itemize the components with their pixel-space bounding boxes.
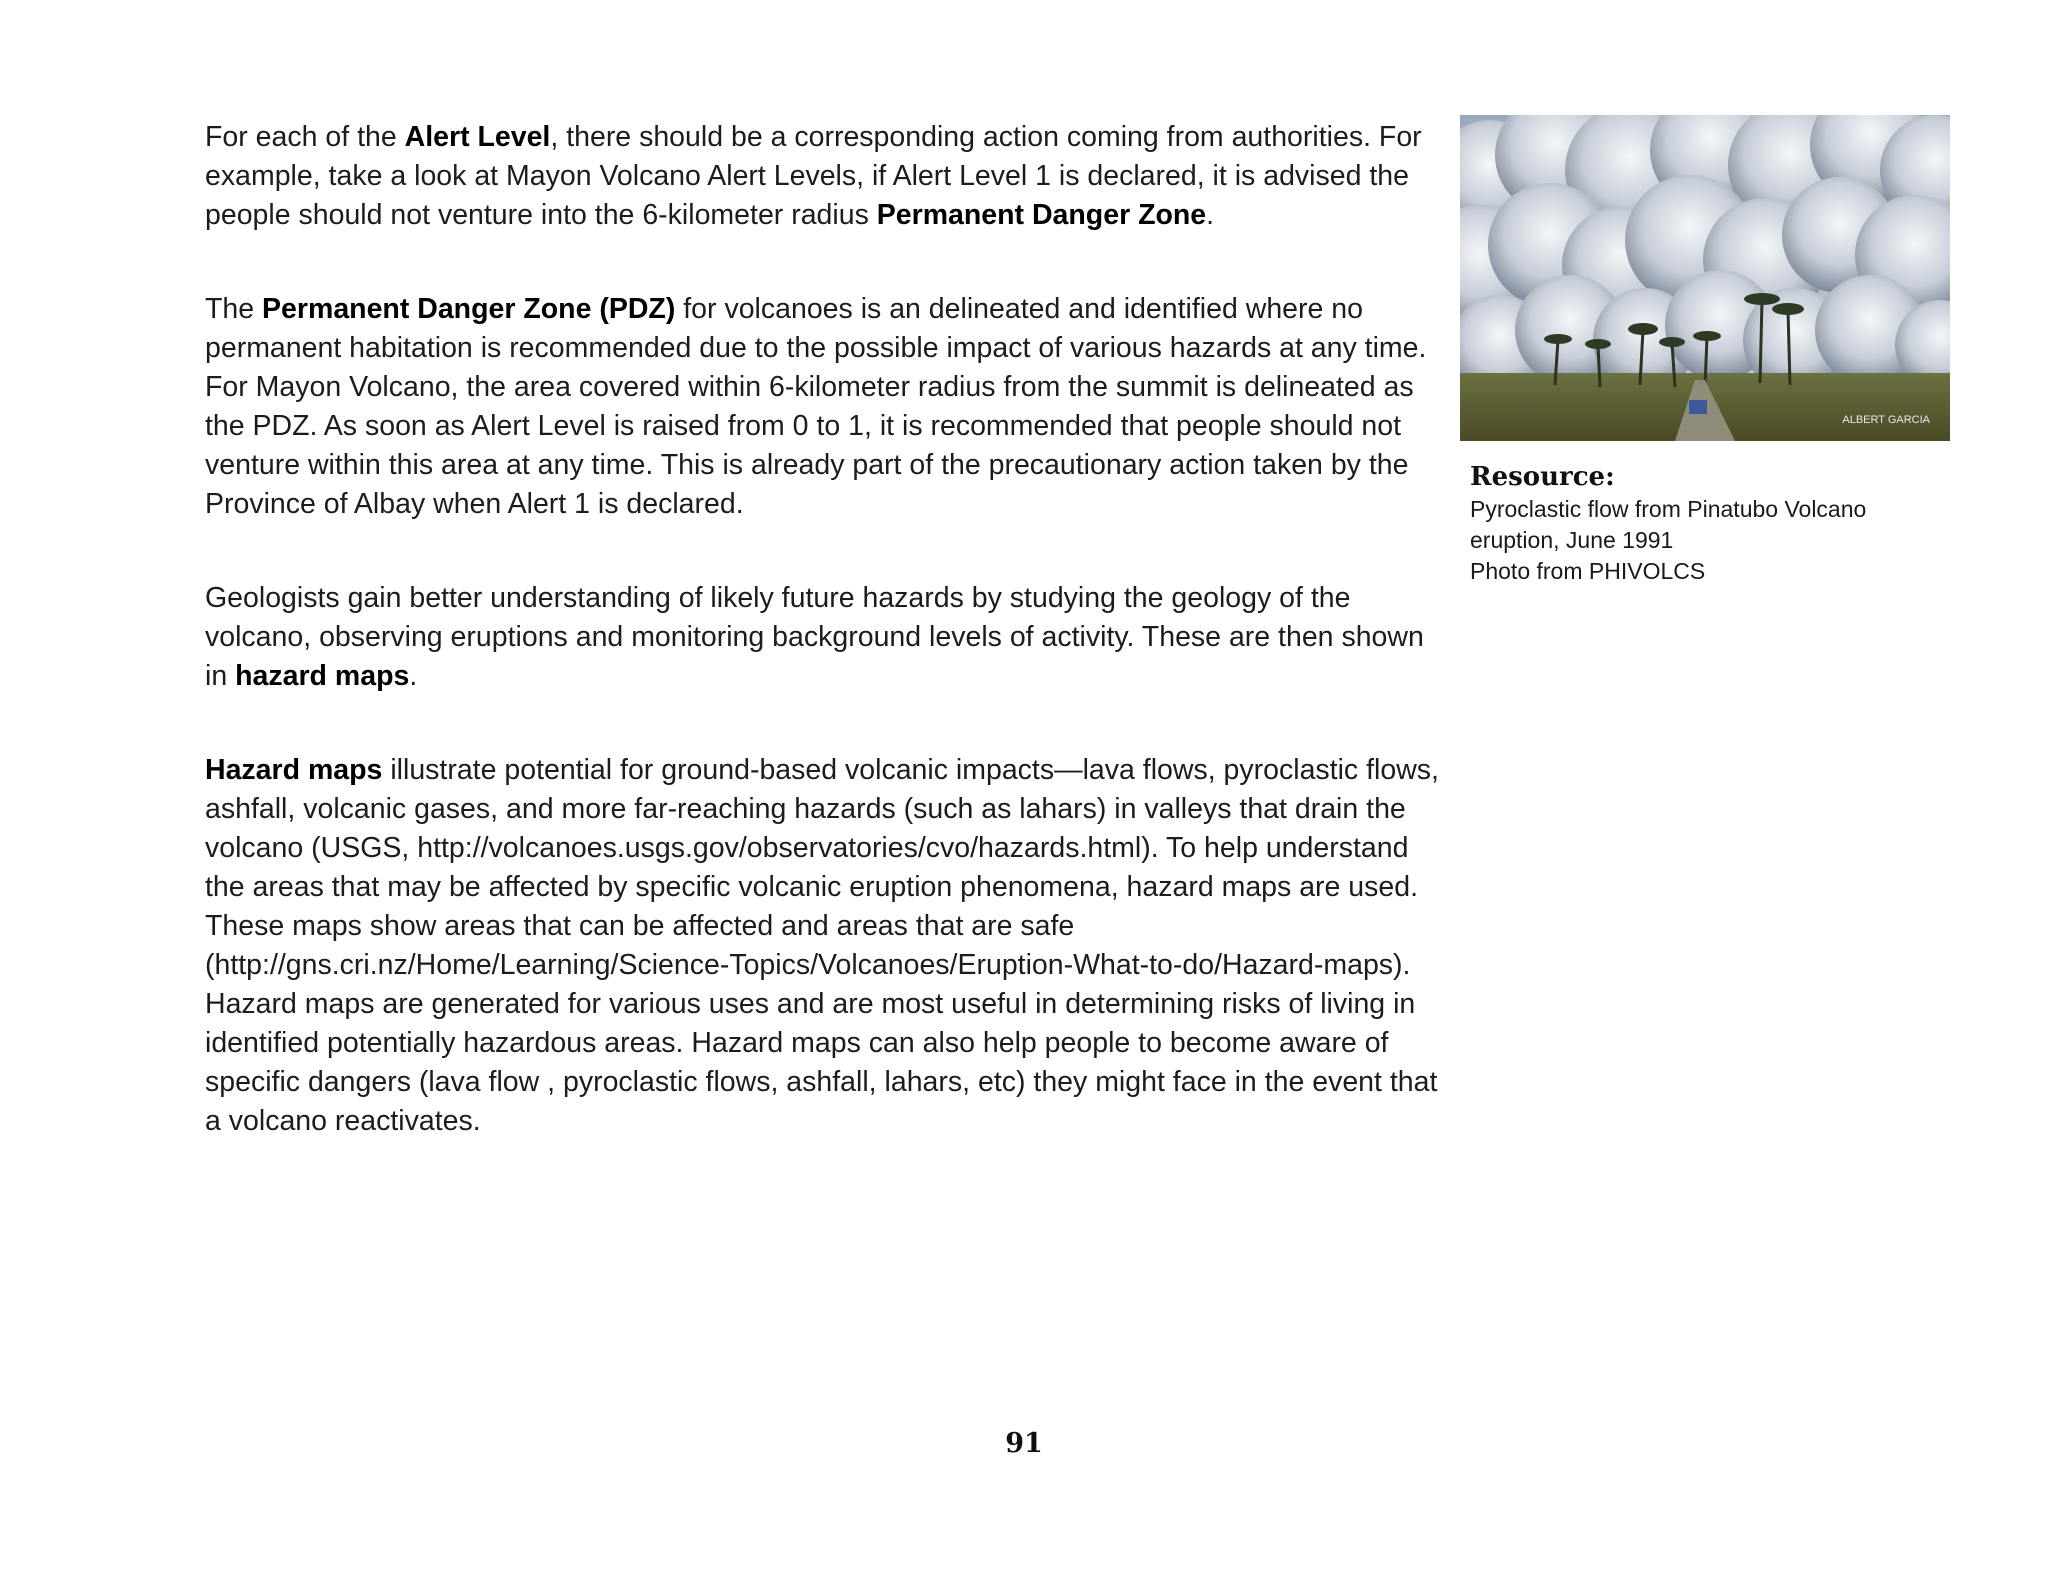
text-run: . bbox=[1206, 199, 1215, 231]
vehicle bbox=[1689, 400, 1707, 414]
text-run: The bbox=[205, 293, 263, 325]
pyroclastic-flow-photo bbox=[1460, 115, 1950, 441]
paragraph-hazard-maps bbox=[205, 751, 1440, 1141]
text-run: Geologists gain better understanding of likely future hazards by studying the geology of the volcano, observing eruptions and monitoring background levels of activity. These are then shown in bbox=[205, 582, 1424, 692]
text-run: . bbox=[409, 660, 418, 692]
text-run: illustrate potential for ground-based volcanic impacts—lava flows, pyroclastic flows, ashfall, volcanic gases, and more far-reaching hazards (such as lahars) in valleys that drain the volcano (USGS, http://volcanoes.usgs.gov/observatories/cvo/hazards.html). To help understand the areas that may be affected by specific volcanic eruption phenomena, hazard maps are used. These maps show areas that can be affected and areas that are safe (http://gns.cri.nz/Home/Learning/Science-Topics/Volcanoes/Eruption-What-to-do/Hazard-maps). Hazard maps are generated for various uses and are most useful in determining risks of living in identified potentially hazardous areas. Hazard maps can also help people to become aware of specific dangers (lava flow , pyroclastic flows, ashfall, lahars, etc) they might face in the event that a volcano reactivates. bbox=[205, 754, 1439, 1137]
bold-term: Hazard maps bbox=[205, 754, 383, 786]
paragraph-pdz bbox=[205, 290, 1440, 524]
paragraph-geologists bbox=[205, 579, 1440, 696]
caption-line: Pyroclastic flow from Pinatubo Volcano bbox=[1470, 496, 1867, 522]
photo-caption bbox=[1470, 460, 1940, 587]
page-number: 91 bbox=[1005, 1428, 1043, 1459]
text-run: For each of the bbox=[205, 121, 405, 153]
paragraph-alert-level bbox=[205, 118, 1440, 235]
caption-line: Photo from PHIVOLCS bbox=[1470, 558, 1706, 584]
text-run: , there should be a corresponding action coming from authorities. For example, take a look at Mayon Volcano Alert Levels, if Alert Level 1 is declared, it is advised the people should not venture into the 6-kilometer radius bbox=[205, 121, 1422, 231]
bold-term: hazard maps bbox=[235, 660, 410, 692]
body-text bbox=[205, 118, 1440, 1196]
photo-illustration bbox=[1460, 115, 1950, 441]
bold-term: Permanent Danger Zone (PDZ) bbox=[262, 293, 676, 325]
text-run: for volcanoes is an delineated and identified where no permanent habitation is recommended due to the possible impact of various hazards at any time. For Mayon Volcano, the area covered within 6-kilometer radius from the summit is delineated as the PDZ. As soon as Alert Level is raised from 0 to 1, it is recommended that people should not venture within this area at any time. This is already part of the precautionary action taken by the Province of Albay when Alert 1 is declared. bbox=[205, 293, 1427, 520]
bold-term: Alert Level bbox=[404, 121, 551, 153]
caption-title: Resource: bbox=[1470, 462, 1615, 492]
bold-term: Permanent Danger Zone bbox=[876, 199, 1207, 231]
photo-watermark: ALBERT GARCIA bbox=[1842, 414, 1930, 426]
caption-line: eruption, June 1991 bbox=[1470, 527, 1674, 553]
